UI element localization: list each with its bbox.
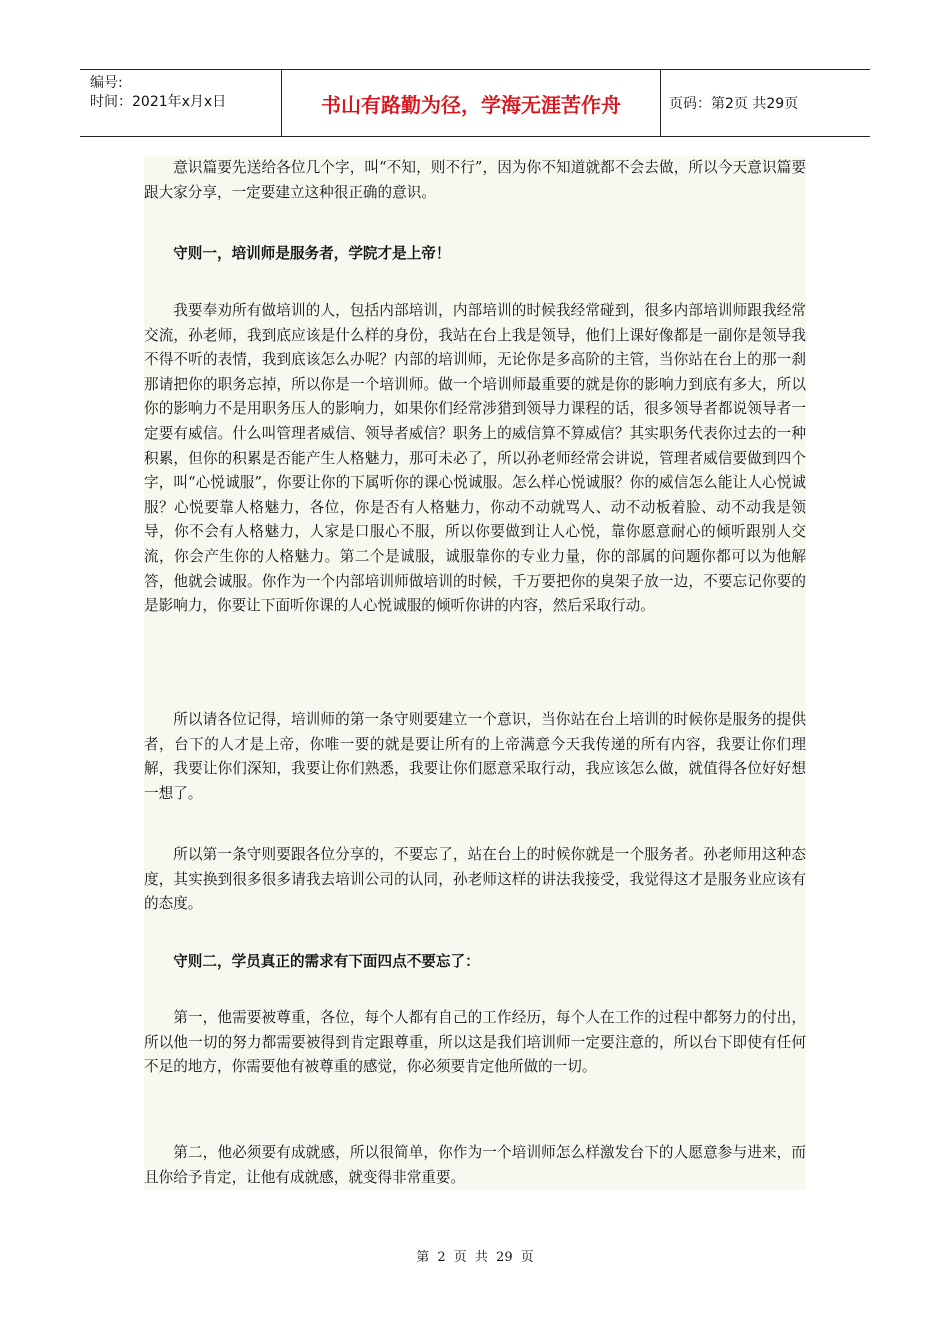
- rule1-heading: 守则一，培训师是服务者，学院才是上帝！: [173, 245, 451, 262]
- rule2-heading: 守则二，学员真正的需求有下面四点不要忘了：: [173, 953, 480, 970]
- header-page-info: 页码：第2页 共29页: [669, 96, 799, 112]
- document-time-label: 时间：2021年x月x日: [90, 94, 227, 110]
- document-body: [144, 156, 806, 1190]
- rule2-paragraph-1: 第一，他需要被尊重，各位，每个人都有自己的工作经历，每个人在工作的过程中都努力的付出，所以他一切的努力都需要被得到肯定跟尊重，所以这是我们培训师一定要注意的，所以台下即使有任何不足的地方，你需要他有被尊重的感觉，你必须要肯定他所做的一切。: [144, 1009, 806, 1076]
- page-header: [80, 69, 870, 137]
- header-motto: 书山有路勤为径，学海无涯苦作舟: [282, 70, 661, 136]
- rule2-paragraph-2: 第二，他必须要有成就感，所以很简单，你作为一个培训师怎么样激发台下的人愿意参与进来，而且你给予肯定，让他有成就感，就变得非常重要。: [144, 1144, 806, 1186]
- intro-paragraph: 意识篇要先送给各位几个字，叫“不知，则不行”，因为你不知道就都不会去做，所以今天意识篇要跟大家分享，一定要建立这种很正确的意识。: [144, 159, 806, 201]
- rule1-paragraph-3: 所以第一条守则要跟各位分享的，不要忘了，站在台上的时候你就是一个服务者。孙老师用这种态度，其实换到很多很多请我去培训公司的认同，孙老师这样的讲法我接受，我觉得这才是服务业应该有的态度。: [144, 846, 806, 913]
- rule1-paragraph-1: 我要奉劝所有做培训的人，包括内部培训，内部培训的时候我经常碰到，很多内部培训师跟我经常交流，孙老师，我到底应该是什么样的身份，我站在台上我是领导，他们上课好像都是一副你是领导我不得不听的表情，我到底该怎么办呢？内部的培训师，无论你是多高阶的主管，当你站在台上的那一刹那请把你的职务忘掉，所以你是一个培训师。做一个培训师最重要的就是你的影响力到底有多大，所以你的影响力不是用职务压人的影响力，如果你们经常涉猎到领导力课程的话，很多领导者都说领导者一定要有威信。什么叫管理者威信、领导者威信？职务上的威信算不算威信？其实职务代表你过去的一种积累，但你的积累是否能产生人格魅力，那可未必了，所以孙老师经常会讲说，管理者威信要做到四个字，叫“心悦诚服”，你要让你的下属听你的课心悦诚服。怎么样心悦诚服？你的威信怎么能让人心悦诚服？心悦要靠人格魅力，各位，你是否有人格魅力，你动不动就骂人、动不动板着脸、动不动我是领导，你不会有人格魅力，人家是口服心不服，所以你要做到让人心悦，靠你愿意耐心的倾听跟别人交流，你会产生你的人格魅力。第二个是诚服，诚服靠你的专业力量，你的部属的问题你都可以为他解答，他就会诚服。你作为一个内部培训师做培训的时候，千万要把你的臭架子放一边，不要忘记你要的是影响力，你要让下面听你课的人心悦诚服的倾听你讲的内容，然后采取行动。: [144, 302, 806, 615]
- rule1-paragraph-2: 所以请各位记得，培训师的第一条守则要建立一个意识，当你站在台上培训的时候你是服务的提供者，台下的人才是上帝，你唯一要的就是要让所有的上帝满意今天我传递的所有内容，我要让你们理解，我要让你们深知，我要让你们熟悉，我要让你们愿意采取行动，我应该怎么做，就值得各位好好想一想了。: [144, 711, 806, 802]
- header-meta: [80, 70, 282, 136]
- document-number-label: 编号:: [90, 75, 123, 91]
- page-footer: 第 2 页 共 29 页: [416, 1250, 534, 1265]
